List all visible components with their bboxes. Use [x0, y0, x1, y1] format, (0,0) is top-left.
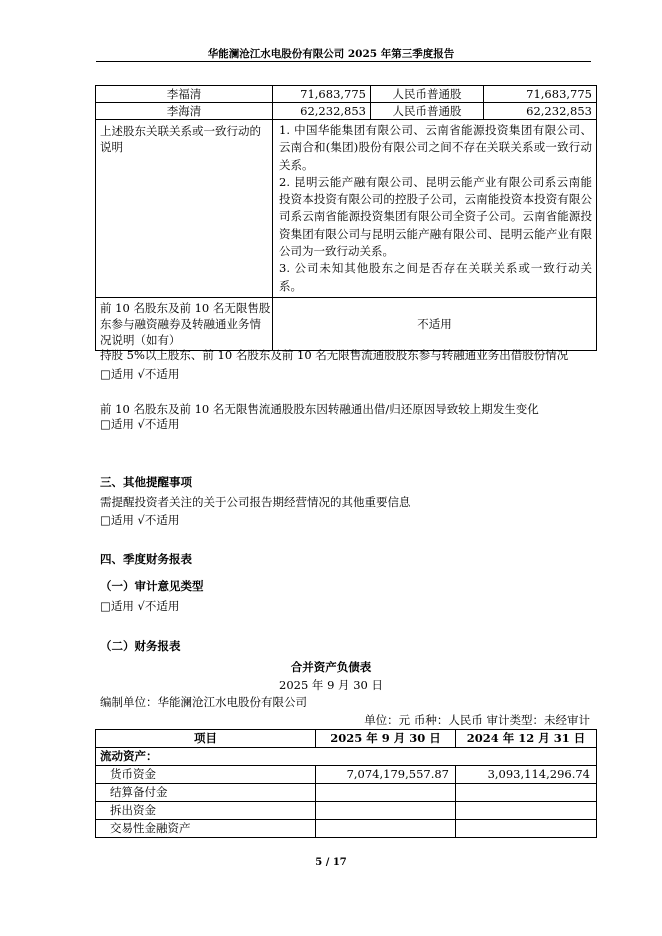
lending-option: □适用 √不适用 — [100, 367, 180, 381]
change-title: 前 10 名股东及前 10 名无限售流通股股东因转融通出借/归还原因导致较上期发生变化 — [100, 402, 539, 416]
row-item: 结算备付金 — [96, 784, 316, 802]
statement-title: 合并资产负债表 — [290, 660, 372, 674]
share-count: 62,232,853 — [484, 103, 597, 120]
table-row — [96, 103, 597, 120]
table-header-row — [96, 730, 597, 748]
margin-value: 不适用 — [273, 297, 597, 350]
change-option: □适用 √不适用 — [100, 417, 180, 431]
row-value-2024 — [456, 802, 597, 820]
row-item: 拆出资金 — [96, 802, 316, 820]
margin-label-line: 东参与融资融券及转融通业务情 — [100, 316, 261, 331]
table-row — [96, 120, 597, 298]
financial-statements-title: （二）财务报表 — [100, 639, 181, 653]
row-value-2024: 3,093,114,296.74 — [456, 766, 597, 784]
header-divider — [96, 61, 591, 62]
relation-label-line: 上述股东关联关系或一致行动的 — [100, 124, 261, 138]
relation-item: 2. 昆明云能产融有限公司、昆明云能产业有限公司系云南能投资本投资有限公司的控股子公司，云南能投资本投资有限公司系云南省能源投资集团有限公司全资子公司。云南省能源投资集团有限公司与昆明云能产融有限公司、昆明云能产业有限公司为一致行动关系。 — [279, 174, 592, 259]
table-row — [96, 784, 597, 802]
relation-item: 1. 中国华能集团有限公司、云南省能源投资集团有限公司、云南合和(集团)股份有限公司之间不存在关联关系或一致行动关系。 — [279, 123, 592, 172]
lending-title: 持股 5%以上股东、前 10 名股东及前 10 名无限售流通股股东参与转融通业务出借股份情况 — [100, 348, 569, 362]
table-row — [96, 820, 597, 838]
row-value-2024 — [456, 820, 597, 838]
row-item: 货币资金 — [96, 766, 316, 784]
statement-date: 2025 年 9 月 30 日 — [279, 678, 383, 692]
section-3-text: 需提醒投资者关注的关于公司报告期经营情况的其他重要信息 — [100, 495, 411, 509]
column-header-item: 项目 — [96, 730, 316, 748]
relation-label-line: 说明 — [100, 140, 123, 154]
table-row — [96, 766, 597, 784]
section-3-option: □适用 √不适用 — [100, 513, 180, 527]
report-header: 华能澜沧江水电股份有限公司 2025 年第三季度报告 — [207, 48, 455, 60]
table-row — [96, 86, 597, 103]
share-type: 人民币普通股 — [371, 103, 484, 120]
margin-label-line: 前 10 名股东及前 10 名无限售股 — [100, 300, 271, 315]
share-type: 人民币普通股 — [371, 86, 484, 103]
row-value-2025 — [316, 802, 456, 820]
shareholder-shares: 71,683,775 — [273, 86, 371, 103]
shareholder-table — [95, 85, 597, 351]
row-value-2024 — [456, 784, 597, 802]
row-item: 交易性金融资产 — [96, 820, 316, 838]
section-4-title: 四、季度财务报表 — [100, 552, 192, 566]
statement-unit: 单位：元 币种：人民币 审计类型：未经审计 — [364, 713, 590, 727]
table-row — [96, 297, 597, 350]
row-value-2025 — [316, 820, 456, 838]
column-header-2024: 2024 年 12 月 31 日 — [456, 730, 597, 748]
preparing-entity: 编制单位：华能澜沧江水电股份有限公司 — [100, 695, 307, 709]
row-value-2025: 7,074,179,557.87 — [316, 766, 456, 784]
audit-opinion-option: □适用 √不适用 — [100, 599, 180, 613]
table-row — [96, 802, 597, 820]
margin-label — [96, 297, 273, 350]
relation-description — [273, 120, 597, 298]
section-label: 流动资产： — [96, 748, 597, 766]
row-value-2025 — [316, 784, 456, 802]
share-count: 71,683,775 — [484, 86, 597, 103]
column-header-2025: 2025 年 9 月 30 日 — [316, 730, 456, 748]
shareholder-name: 李海清 — [96, 103, 273, 120]
section-3-title: 三、其他提醒事项 — [100, 475, 192, 489]
shareholder-shares: 62,232,853 — [273, 103, 371, 120]
shareholder-name: 李福清 — [96, 86, 273, 103]
audit-opinion-title: （一）审计意见类型 — [100, 579, 204, 593]
balance-sheet-table — [95, 729, 597, 838]
table-row — [96, 748, 597, 766]
margin-label-line: 况说明（如有） — [100, 332, 181, 347]
relation-label — [96, 120, 273, 298]
relation-item: 3. 公司未知其他股东之间是否存在关联关系或一致行动关系。 — [279, 261, 592, 293]
page-number: 5 / 17 — [315, 857, 347, 868]
